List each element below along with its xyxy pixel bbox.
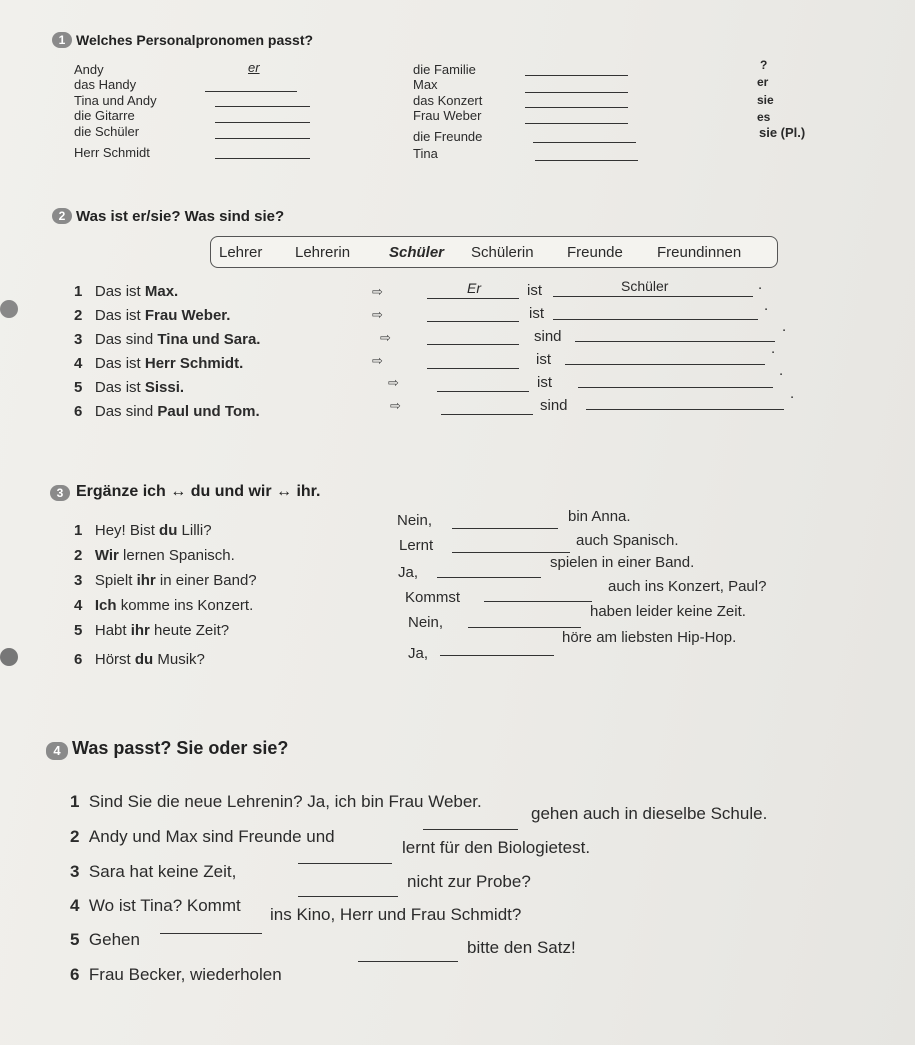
sentence-end: bitte den Satz!	[467, 938, 576, 957]
noun-blank[interactable]	[553, 319, 758, 320]
noun-blank[interactable]	[586, 409, 784, 410]
item-name: Herr Schmidt.	[144, 355, 244, 372]
answer-blank[interactable]	[452, 552, 570, 553]
question-text: 1 Hey! Bist du Lilli?	[74, 522, 212, 539]
answer-blank[interactable]	[215, 158, 310, 159]
word-box	[210, 236, 778, 268]
noun-label: das Handy	[74, 77, 137, 92]
item-prefix: Das ist	[94, 379, 145, 396]
answer-blank[interactable]	[525, 92, 628, 93]
noun-answer[interactable]: Schüler	[621, 278, 669, 294]
answer-blank[interactable]	[215, 122, 310, 123]
exercise-row	[74, 403, 260, 420]
exercise-row	[74, 307, 230, 324]
answer-blank[interactable]	[298, 863, 392, 864]
item-prefix: Das sind	[94, 331, 158, 348]
item-prefix: Das sind	[94, 403, 158, 420]
noun-label: Andy	[74, 62, 104, 77]
question-text: 6 Hörst du Musik?	[74, 651, 205, 668]
verb: ist	[537, 374, 552, 391]
word-box-item: Schüler	[389, 244, 445, 261]
verb: ist	[536, 351, 551, 368]
verb: ist	[529, 305, 544, 322]
sentence: 1 Sind Sie die neue Lehrenin? Ja, ich bin Frau Weber.	[70, 792, 482, 811]
answer-blank[interactable]	[440, 655, 554, 656]
sentence: 2 Andy und Max sind Freunde und	[70, 827, 335, 846]
arrow-icon: ⇨	[372, 307, 383, 322]
answer-blank[interactable]	[437, 577, 541, 578]
answer-blank[interactable]	[484, 601, 592, 602]
answer-suffix: auch ins Konzert, Paul?	[608, 578, 767, 595]
exercise-4-badge: 4	[46, 742, 68, 760]
answer-blank[interactable]	[160, 933, 262, 934]
answer-blank[interactable]	[525, 75, 628, 76]
word-box-item: Schülerin	[471, 244, 534, 261]
question-text: 4 Ich komme ins Konzert.	[74, 597, 254, 614]
noun-label: die Familie	[413, 62, 476, 77]
exercise-row	[74, 331, 260, 348]
question-text: 3 Spielt ihr in einer Band?	[74, 572, 257, 589]
answer-blank[interactable]	[205, 91, 297, 92]
exercise-row	[74, 355, 243, 372]
sentence-end: ins Kino, Herr und Frau Schmidt?	[270, 905, 522, 924]
noun-label: Max	[413, 77, 438, 92]
exercise-row	[74, 379, 184, 396]
answer-prefix: Kommst	[405, 589, 461, 606]
arrow-icon: ⇨	[390, 398, 401, 413]
sentence: 5 Gehen	[70, 930, 140, 949]
item-number: 2	[74, 307, 83, 324]
word-box-item: Freunde	[567, 244, 623, 261]
answer-suffix: haben leider keine Zeit.	[590, 603, 746, 620]
noun-label: Tina und Andy	[74, 93, 157, 108]
answer-blank[interactable]	[468, 627, 581, 628]
verb: ist	[527, 282, 542, 299]
sentence-end: lernt für den Biologietest.	[402, 838, 591, 857]
period: .	[764, 297, 769, 314]
pronoun-blank[interactable]	[441, 414, 533, 415]
margin-dot	[0, 300, 18, 318]
noun-label: Tina	[413, 146, 438, 161]
item-prefix: Das ist	[94, 283, 145, 300]
pronoun-blank[interactable]	[437, 391, 529, 392]
pronoun-item: er	[757, 75, 769, 89]
answer-blank[interactable]	[215, 138, 310, 139]
item-name: Sissi.	[144, 379, 185, 396]
pronoun-blank[interactable]	[427, 368, 519, 369]
arrow-icon: ⇨	[372, 284, 383, 299]
pronoun-blank[interactable]	[427, 321, 519, 322]
period: .	[779, 362, 784, 379]
noun-label: die Gitarre	[74, 108, 135, 123]
answer-suffix: auch Spanisch.	[576, 532, 679, 549]
exercise-3-badge: 3	[50, 485, 70, 501]
exercise-1-title: Welches Personalpronomen passt?	[76, 32, 314, 48]
period: .	[771, 340, 776, 357]
item-number: 6	[74, 403, 83, 420]
pronoun-item: ?	[760, 58, 768, 72]
answer-blank[interactable]	[423, 829, 518, 830]
verb: sind	[540, 397, 568, 414]
period: .	[758, 276, 763, 293]
noun-blank[interactable]	[565, 364, 765, 365]
answer-blank[interactable]	[535, 160, 638, 161]
arrow-icon: ⇨	[380, 330, 391, 345]
margin-dot	[0, 648, 18, 666]
answer-prefix: Nein,	[397, 512, 433, 529]
answer-prefix: Ja,	[408, 645, 429, 662]
answer-blank[interactable]	[215, 106, 310, 107]
exercise-2-badge: 2	[52, 208, 72, 224]
word-box-item: Lehrerin	[295, 244, 351, 261]
item-number: 1	[74, 283, 83, 300]
pronoun-blank[interactable]	[427, 344, 519, 345]
item-prefix: Das ist	[94, 307, 145, 324]
exercise-3-title: Ergänze ich ↔ du und wir ↔ ihr.	[76, 483, 321, 500]
answer-suffix: spielen in einer Band.	[550, 554, 695, 571]
sentence-end: nicht zur Probe?	[407, 872, 531, 891]
pronoun-item: sie (Pl.)	[759, 125, 806, 140]
sentence-end: gehen auch in dieselbe Schule.	[531, 804, 768, 823]
answer-blank[interactable]	[533, 142, 636, 143]
pronoun-item: es	[757, 110, 771, 124]
word-box-item: Lehrer	[219, 244, 263, 261]
exercise-1-badge: 1	[52, 32, 72, 48]
word-box-item: Freundinnen	[657, 244, 742, 261]
item-number: 3	[74, 331, 83, 348]
noun-label: die Schüler	[74, 124, 140, 139]
sentence: 3 Sara hat keine Zeit,	[70, 862, 237, 881]
arrow-icon: ⇨	[388, 375, 399, 390]
answer-blank[interactable]	[525, 107, 628, 108]
answer-suffix: höre am liebsten Hip-Hop.	[562, 629, 737, 646]
question-text: 5 Habt ihr heute Zeit?	[74, 622, 230, 639]
item-name: Tina und Sara.	[157, 331, 261, 348]
answer-prefix: Nein,	[408, 614, 444, 631]
item-prefix: Das ist	[94, 355, 145, 372]
question-text: 2 Wir lernen Spanisch.	[74, 547, 235, 564]
answer-suffix: bin Anna.	[568, 508, 631, 525]
answer-blank[interactable]	[358, 961, 458, 962]
item-name: Frau Weber.	[144, 307, 231, 324]
noun-blank[interactable]	[578, 387, 773, 388]
noun-label: Herr Schmidt	[74, 145, 150, 160]
exercise-4-title: Was passt? Sie oder sie?	[72, 738, 289, 758]
verb: sind	[534, 328, 562, 345]
period: .	[790, 385, 795, 402]
sentence: 4 Wo ist Tina? Kommt	[70, 896, 241, 915]
noun-blank[interactable]	[575, 341, 775, 342]
item-number: 4	[74, 355, 83, 372]
period: .	[782, 318, 787, 335]
exercise-row	[74, 283, 178, 300]
pronoun-item: sie	[757, 93, 774, 107]
answer-prefix: Lernt	[399, 537, 434, 554]
exercise-2-title: Was ist er/sie? Was sind sie?	[76, 208, 285, 225]
item-name: Paul und Tom.	[157, 403, 260, 420]
noun-label: das Konzert	[413, 93, 483, 108]
pronoun-blank[interactable]	[427, 298, 519, 299]
item-name: Max.	[144, 283, 179, 300]
answer-blank[interactable]	[298, 896, 398, 897]
answer-blank[interactable]	[452, 528, 558, 529]
noun-label: Frau Weber	[413, 108, 482, 123]
sentence: 6 Frau Becker, wiederholen	[70, 965, 282, 984]
answer-blank[interactable]	[525, 123, 628, 124]
pronoun-answer[interactable]: Er	[467, 280, 481, 296]
arrow-icon: ⇨	[372, 353, 383, 368]
item-number: 5	[74, 379, 83, 396]
noun-label: die Freunde	[413, 129, 483, 144]
noun-blank[interactable]	[553, 296, 753, 297]
answer-text[interactable]: er	[248, 60, 260, 75]
answer-prefix: Ja,	[398, 564, 419, 581]
